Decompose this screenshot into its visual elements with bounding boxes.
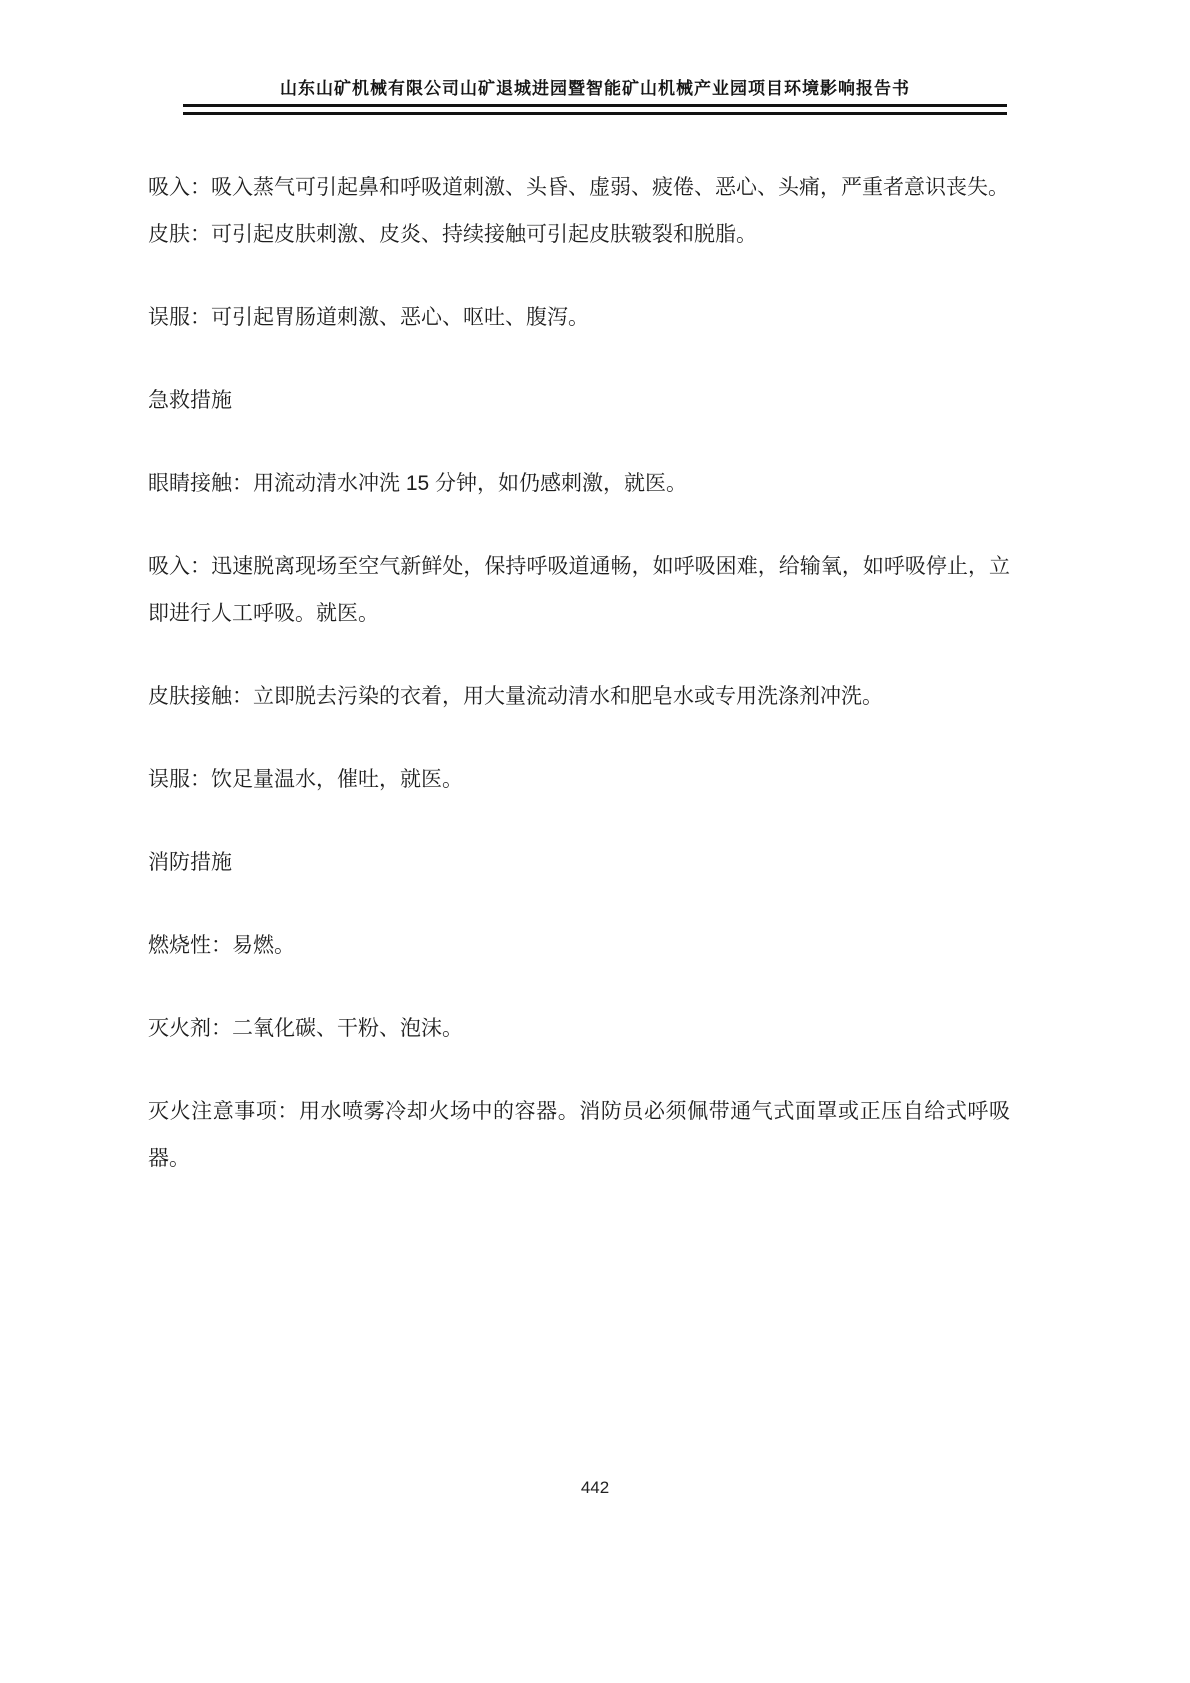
para-extinguishing-agents: 灭火剂：二氧化碳、干粉、泡沫。 [148, 1017, 463, 1040]
para-skin-contact-first-aid: 皮肤接触：立即脱去污染的衣着，用大量流动清水和肥皂水或专用洗涤剂冲洗。 [148, 685, 883, 708]
page-footer [0, 1478, 1190, 1498]
header-double-rule [183, 104, 1007, 115]
section-first-aid-heading: 急救措施 [148, 389, 232, 412]
para-ingestion-first-aid: 误服：饮足量温水，催吐，就医。 [148, 768, 463, 791]
document-body [148, 164, 1010, 1218]
section-fire-fighting-heading: 消防措施 [148, 851, 232, 874]
page-header [183, 74, 1007, 115]
para-skin-effects: 皮肤：可引起皮肤刺激、皮炎、持续接触可引起皮肤皲裂和脱脂。 [148, 223, 757, 246]
para-fire-fighting-precautions: 灭火注意事项：用水喷雾冷却火场中的容器。消防员必须佩带通气式面罩或正压自给式呼吸器。 [148, 1100, 1010, 1170]
page-number: 442 [580, 1478, 610, 1497]
para-inhalation-effects: 吸入：吸入蒸气可引起鼻和呼吸道刺激、头昏、虚弱、疲倦、恶心、头痛，严重者意识丧失。 [148, 176, 1009, 199]
para-inhalation-first-aid: 吸入：迅速脱离现场至空气新鲜处，保持呼吸道通畅，如呼吸困难，给输氧，如呼吸停止，立即进行人工呼吸。就医。 [148, 555, 1010, 625]
para-flammability: 燃烧性：易燃。 [148, 934, 295, 957]
para-eye-contact-first-aid: 眼睛接触：用流动清水冲洗 15 分钟，如仍感刺激，就医。 [148, 472, 688, 495]
report-title: 山东山矿机械有限公司山矿退城进园暨智能矿山机械产业园项目环境影响报告书 [280, 79, 910, 98]
para-ingestion-effects: 误服：可引起胃肠道刺激、恶心、呕吐、腹泻。 [148, 306, 589, 329]
